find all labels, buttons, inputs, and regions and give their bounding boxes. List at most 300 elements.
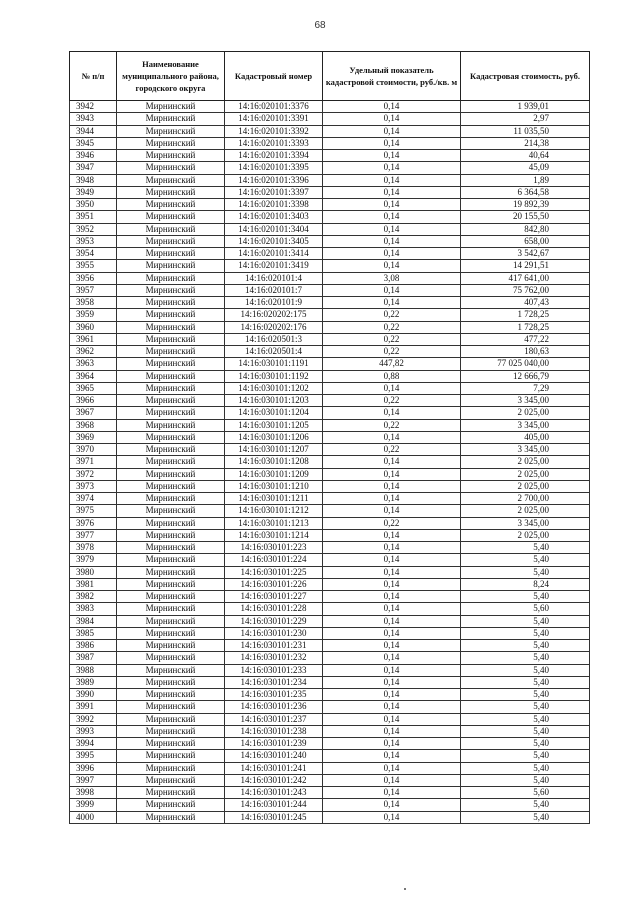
table-row [70,725,590,737]
cell-cadastral-number: 14:16:030101:243 [225,787,323,799]
table-row [70,186,590,198]
cell-unit-rate: 0,14 [323,774,461,786]
table-row [70,529,590,541]
table-row [70,223,590,235]
cell-cadastral-value: 407,43 [461,297,590,309]
cell-cadastral-number: 14:16:030101:235 [225,689,323,701]
cell-cadastral-number: 14:16:030101:244 [225,799,323,811]
cell-district: Мирнинский [117,321,225,333]
cell-cadastral-number: 14:16:030101:223 [225,542,323,554]
cell-unit-rate: 0,14 [323,174,461,186]
cell-unit-rate: 0,14 [323,542,461,554]
cell-row-number: 3964 [70,370,117,382]
cell-cadastral-number: 14:16:020202:175 [225,309,323,321]
cell-district: Мирнинский [117,346,225,358]
cell-row-number: 3978 [70,542,117,554]
cell-cadastral-value: 77 025 040,00 [461,358,590,370]
cell-row-number: 3973 [70,480,117,492]
cell-cadastral-number: 14:16:020101:3391 [225,113,323,125]
cell-row-number: 3984 [70,615,117,627]
table-row [70,505,590,517]
cell-row-number: 3947 [70,162,117,174]
cell-unit-rate: 0,22 [323,444,461,456]
cell-row-number: 3943 [70,113,117,125]
cell-cadastral-number: 14:16:030101:240 [225,750,323,762]
cell-district: Мирнинский [117,407,225,419]
table-row [70,272,590,284]
table-row [70,407,590,419]
cell-cadastral-number: 14:16:020501:3 [225,333,323,345]
cell-district: Мирнинский [117,689,225,701]
cell-unit-rate: 0,14 [323,235,461,247]
cell-cadastral-number: 14:16:030101:236 [225,701,323,713]
cell-cadastral-value: 5,40 [461,664,590,676]
table-row [70,566,590,578]
cell-row-number: 3988 [70,664,117,676]
cell-cadastral-value: 5,40 [461,701,590,713]
cell-cadastral-value: 5,40 [461,713,590,725]
cell-district: Мирнинский [117,248,225,260]
cell-row-number: 3965 [70,382,117,394]
cell-cadastral-number: 14:16:030101:1211 [225,493,323,505]
cell-cadastral-number: 14:16:020101:9 [225,297,323,309]
cell-district: Мирнинский [117,480,225,492]
cell-district: Мирнинский [117,431,225,443]
cell-district: Мирнинский [117,260,225,272]
cell-unit-rate: 0,14 [323,640,461,652]
cell-cadastral-number: 14:16:030101:1203 [225,395,323,407]
scan-speck [404,888,406,890]
cell-unit-rate: 0,14 [323,689,461,701]
cell-cadastral-number: 14:16:030101:1212 [225,505,323,517]
cell-cadastral-value: 5,40 [461,652,590,664]
cell-cadastral-number: 14:16:020101:3414 [225,248,323,260]
cell-district: Мирнинский [117,652,225,664]
cell-row-number: 3977 [70,529,117,541]
cell-cadastral-value: 658,00 [461,235,590,247]
cell-cadastral-value: 5,40 [461,725,590,737]
header-cadastral-value: Кадастровая стоимость, руб. [461,52,590,101]
cell-unit-rate: 0,14 [323,615,461,627]
table-row [70,799,590,811]
cell-cadastral-value: 20 155,50 [461,211,590,223]
cell-cadastral-value: 214,38 [461,137,590,149]
table-row [70,701,590,713]
table-row [70,664,590,676]
cell-district: Мирнинский [117,603,225,615]
cell-district: Мирнинский [117,554,225,566]
cell-cadastral-number: 14:16:030101:232 [225,652,323,664]
cell-district: Мирнинский [117,517,225,529]
cell-cadastral-value: 75 762,00 [461,284,590,296]
cell-district: Мирнинский [117,137,225,149]
table-row [70,676,590,688]
cell-cadastral-value: 14 291,51 [461,260,590,272]
cell-cadastral-value: 2 025,00 [461,480,590,492]
page-number: 68 [314,20,326,31]
cell-unit-rate: 0,14 [323,150,461,162]
cell-cadastral-number: 14:16:030101:226 [225,578,323,590]
cell-row-number: 3991 [70,701,117,713]
cell-unit-rate: 0,14 [323,382,461,394]
table-row [70,750,590,762]
cell-cadastral-value: 5,40 [461,627,590,639]
table-row [70,640,590,652]
cell-cadastral-number: 14:16:030101:1213 [225,517,323,529]
cell-row-number: 3987 [70,652,117,664]
cell-unit-rate: 0,14 [323,456,461,468]
table-row [70,162,590,174]
cell-cadastral-value: 1 728,25 [461,309,590,321]
cell-district: Мирнинский [117,713,225,725]
cell-cadastral-value: 5,60 [461,787,590,799]
table-row [70,297,590,309]
cell-unit-rate: 0,14 [323,787,461,799]
cell-cadastral-value: 45,09 [461,162,590,174]
cell-district: Мирнинский [117,811,225,823]
cell-district: Мирнинский [117,297,225,309]
cell-cadastral-value: 180,63 [461,346,590,358]
cell-unit-rate: 0,22 [323,309,461,321]
table-row [70,652,590,664]
cell-cadastral-value: 1 939,01 [461,101,590,113]
cell-cadastral-value: 1,89 [461,174,590,186]
cell-cadastral-value: 3 542,67 [461,248,590,260]
cell-cadastral-value: 19 892,39 [461,199,590,211]
cell-district: Мирнинский [117,174,225,186]
cell-row-number: 3970 [70,444,117,456]
cell-unit-rate: 0,14 [323,248,461,260]
cell-unit-rate: 0,14 [323,799,461,811]
cell-cadastral-number: 14:16:030101:242 [225,774,323,786]
table-row [70,431,590,443]
cell-row-number: 3953 [70,235,117,247]
table-row [70,174,590,186]
cell-row-number: 3960 [70,321,117,333]
cell-district: Мирнинский [117,382,225,394]
cell-row-number: 3997 [70,774,117,786]
cell-cadastral-number: 14:16:020101:3392 [225,125,323,137]
cell-cadastral-value: 7,29 [461,382,590,394]
cell-cadastral-value: 5,40 [461,799,590,811]
cell-row-number: 3955 [70,260,117,272]
cell-district: Мирнинский [117,627,225,639]
cell-cadastral-number: 14:16:020101:3397 [225,186,323,198]
cell-row-number: 3996 [70,762,117,774]
cell-row-number: 3992 [70,713,117,725]
cell-cadastral-number: 14:16:030101:1192 [225,370,323,382]
table-row [70,762,590,774]
table-row [70,627,590,639]
table-row [70,260,590,272]
table-row [70,333,590,345]
cell-cadastral-number: 14:16:030101:1204 [225,407,323,419]
cell-row-number: 3982 [70,591,117,603]
cell-row-number: 3975 [70,505,117,517]
cell-cadastral-value: 11 035,50 [461,125,590,137]
cell-cadastral-number: 14:16:030101:1209 [225,468,323,480]
cell-row-number: 3948 [70,174,117,186]
cell-unit-rate: 0,14 [323,676,461,688]
cell-cadastral-value: 3 345,00 [461,444,590,456]
cell-unit-rate: 0,14 [323,554,461,566]
cell-district: Мирнинский [117,799,225,811]
cell-unit-rate: 0,14 [323,407,461,419]
cell-cadastral-number: 14:16:020101:3394 [225,150,323,162]
cell-cadastral-value: 2,97 [461,113,590,125]
cell-district: Мирнинский [117,505,225,517]
cell-row-number: 3954 [70,248,117,260]
cell-district: Мирнинский [117,211,225,223]
cell-row-number: 3963 [70,358,117,370]
cell-district: Мирнинский [117,640,225,652]
cell-unit-rate: 0,14 [323,125,461,137]
cell-cadastral-number: 14:16:030101:1210 [225,480,323,492]
table-row [70,811,590,823]
table-row [70,591,590,603]
cell-cadastral-value: 8,24 [461,578,590,590]
table-row [70,150,590,162]
cell-unit-rate: 0,14 [323,101,461,113]
cell-district: Мирнинский [117,542,225,554]
table-row [70,346,590,358]
cell-district: Мирнинский [117,272,225,284]
cell-row-number: 3976 [70,517,117,529]
table-header-row [70,52,590,101]
cell-unit-rate: 0,14 [323,211,461,223]
table-row [70,480,590,492]
cell-unit-rate: 0,22 [323,517,461,529]
cell-district: Мирнинский [117,284,225,296]
cell-cadastral-number: 14:16:030101:239 [225,738,323,750]
cell-row-number: 3981 [70,578,117,590]
cell-cadastral-value: 5,40 [461,676,590,688]
cell-district: Мирнинский [117,162,225,174]
table-row [70,284,590,296]
cell-row-number: 3945 [70,137,117,149]
cell-row-number: 3951 [70,211,117,223]
cell-row-number: 3980 [70,566,117,578]
cell-unit-rate: 0,14 [323,505,461,517]
cell-cadastral-number: 14:16:030101:1207 [225,444,323,456]
cell-row-number: 4000 [70,811,117,823]
cell-row-number: 3957 [70,284,117,296]
cell-cadastral-number: 14:16:020101:3404 [225,223,323,235]
cell-row-number: 3999 [70,799,117,811]
cell-cadastral-value: 2 025,00 [461,529,590,541]
cell-cadastral-value: 5,40 [461,738,590,750]
cell-cadastral-value: 6 364,58 [461,186,590,198]
cell-cadastral-number: 14:16:020101:7 [225,284,323,296]
table-row [70,444,590,456]
cell-cadastral-number: 14:16:020101:3393 [225,137,323,149]
cell-unit-rate: 0,14 [323,725,461,737]
cell-row-number: 3949 [70,186,117,198]
cell-row-number: 3959 [70,309,117,321]
cell-cadastral-value: 3 345,00 [461,517,590,529]
cell-unit-rate: 0,14 [323,578,461,590]
cell-row-number: 3986 [70,640,117,652]
cell-unit-rate: 0,14 [323,811,461,823]
cell-unit-rate: 0,14 [323,199,461,211]
cell-cadastral-value: 5,40 [461,762,590,774]
cell-cadastral-value: 3 345,00 [461,419,590,431]
table-row [70,774,590,786]
table-row [70,419,590,431]
cell-district: Мирнинский [117,235,225,247]
cell-unit-rate: 0,22 [323,346,461,358]
cell-cadastral-value: 5,40 [461,774,590,786]
cell-row-number: 3969 [70,431,117,443]
cell-cadastral-number: 14:16:020202:176 [225,321,323,333]
cell-district: Мирнинский [117,199,225,211]
table-row [70,370,590,382]
cell-row-number: 3979 [70,554,117,566]
cell-district: Мирнинский [117,762,225,774]
cell-unit-rate: 0,14 [323,223,461,235]
cell-cadastral-number: 14:16:030101:224 [225,554,323,566]
cell-unit-rate: 0,14 [323,603,461,615]
cell-unit-rate: 0,14 [323,297,461,309]
table-row [70,199,590,211]
cell-district: Мирнинский [117,113,225,125]
cell-cadastral-number: 14:16:030101:227 [225,591,323,603]
cell-district: Мирнинский [117,566,225,578]
cell-row-number: 3989 [70,676,117,688]
cell-cadastral-number: 14:16:030101:234 [225,676,323,688]
cell-cadastral-value: 417 641,00 [461,272,590,284]
cell-cadastral-value: 2 025,00 [461,468,590,480]
cell-unit-rate: 0,14 [323,186,461,198]
cell-unit-rate: 0,14 [323,701,461,713]
cell-cadastral-number: 14:16:030101:233 [225,664,323,676]
cell-district: Мирнинский [117,333,225,345]
table-row [70,738,590,750]
cell-district: Мирнинский [117,419,225,431]
cell-cadastral-value: 3 345,00 [461,395,590,407]
cell-cadastral-value: 40,64 [461,150,590,162]
cell-cadastral-value: 5,40 [461,554,590,566]
header-row-number: № п/п [70,52,117,101]
cell-cadastral-number: 14:16:030101:1208 [225,456,323,468]
cell-unit-rate: 0,14 [323,591,461,603]
cell-district: Мирнинский [117,664,225,676]
cell-cadastral-number: 14:16:030101:241 [225,762,323,774]
cell-cadastral-value: 1 728,25 [461,321,590,333]
cell-unit-rate: 0,14 [323,652,461,664]
cell-cadastral-number: 14:16:020101:3403 [225,211,323,223]
cell-unit-rate: 447,82 [323,358,461,370]
cell-row-number: 3952 [70,223,117,235]
cell-district: Мирнинский [117,750,225,762]
cell-unit-rate: 0,22 [323,419,461,431]
table-row [70,787,590,799]
header-district: Наименование муниципального района, городского округа [117,52,225,101]
cell-row-number: 3972 [70,468,117,480]
table-row [70,113,590,125]
table-row [70,689,590,701]
cell-cadastral-number: 14:16:030101:1202 [225,382,323,394]
cell-cadastral-number: 14:16:020501:4 [225,346,323,358]
cell-cadastral-number: 14:16:030101:238 [225,725,323,737]
table-row [70,211,590,223]
cell-unit-rate: 0,88 [323,370,461,382]
cell-cadastral-value: 2 700,00 [461,493,590,505]
cell-cadastral-number: 14:16:030101:231 [225,640,323,652]
cell-district: Мирнинский [117,395,225,407]
cell-unit-rate: 0,22 [323,395,461,407]
cell-cadastral-value: 5,40 [461,811,590,823]
cell-unit-rate: 0,14 [323,713,461,725]
cell-row-number: 3966 [70,395,117,407]
cell-district: Мирнинский [117,529,225,541]
cell-cadastral-value: 5,60 [461,603,590,615]
cell-cadastral-value: 842,80 [461,223,590,235]
cell-district: Мирнинский [117,615,225,627]
cell-unit-rate: 0,22 [323,321,461,333]
cell-row-number: 3995 [70,750,117,762]
cell-cadastral-number: 14:16:030101:230 [225,627,323,639]
cell-district: Мирнинский [117,676,225,688]
cell-unit-rate: 0,14 [323,627,461,639]
cell-cadastral-number: 14:16:020101:3398 [225,199,323,211]
cell-row-number: 3946 [70,150,117,162]
cell-unit-rate: 0,14 [323,664,461,676]
cell-district: Мирнинский [117,578,225,590]
table-row [70,321,590,333]
cell-unit-rate: 0,14 [323,566,461,578]
cell-row-number: 3962 [70,346,117,358]
cell-row-number: 3974 [70,493,117,505]
table-row [70,382,590,394]
cell-cadastral-value: 5,40 [461,640,590,652]
cell-row-number: 3956 [70,272,117,284]
cell-cadastral-number: 14:16:030101:225 [225,566,323,578]
cell-unit-rate: 0,14 [323,762,461,774]
table-row [70,554,590,566]
cell-cadastral-value: 12 666,79 [461,370,590,382]
cell-unit-rate: 0,14 [323,260,461,272]
cell-cadastral-value: 5,40 [461,542,590,554]
header-unit-rate: Удельный показатель кадастровой стоимости, руб./кв. м [323,52,461,101]
table-row [70,542,590,554]
table-row [70,517,590,529]
cell-cadastral-number: 14:16:020101:4 [225,272,323,284]
table-row [70,395,590,407]
cell-row-number: 3944 [70,125,117,137]
table-row [70,101,590,113]
table-row [70,358,590,370]
cell-row-number: 3998 [70,787,117,799]
cell-unit-rate: 0,14 [323,284,461,296]
cell-district: Мирнинский [117,101,225,113]
table-row [70,125,590,137]
cell-district: Мирнинский [117,725,225,737]
cell-unit-rate: 0,14 [323,493,461,505]
cell-unit-rate: 0,14 [323,113,461,125]
table-row [70,468,590,480]
cell-cadastral-number: 14:16:030101:245 [225,811,323,823]
table-row [70,248,590,260]
cell-district: Мирнинский [117,370,225,382]
cell-cadastral-value: 5,40 [461,615,590,627]
cell-row-number: 3958 [70,297,117,309]
cell-cadastral-number: 14:16:030101:1191 [225,358,323,370]
cell-unit-rate: 0,14 [323,162,461,174]
cell-unit-rate: 0,14 [323,480,461,492]
cell-cadastral-number: 14:16:020101:3405 [225,235,323,247]
cell-row-number: 3968 [70,419,117,431]
